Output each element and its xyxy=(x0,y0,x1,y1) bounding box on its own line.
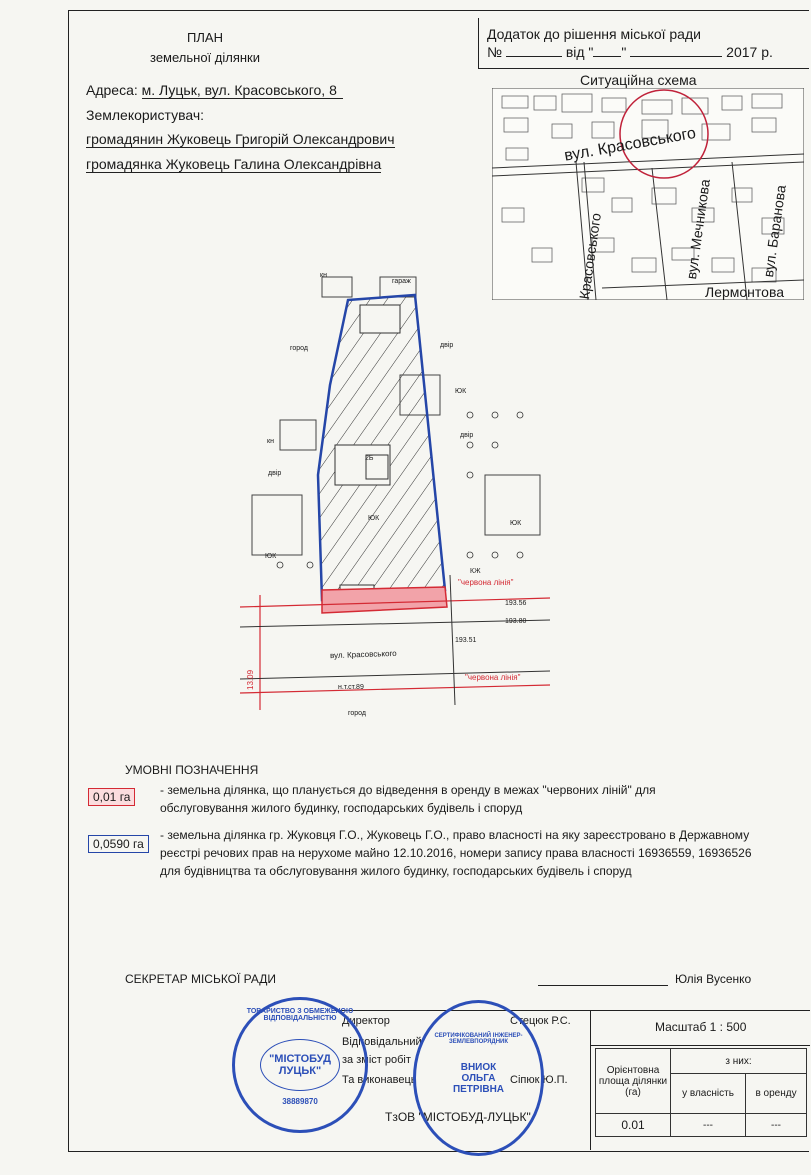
legend-redline-text: - земельна ділянка, що планується до відведення в оренду в межах "червоних ліній" для обслуговування жилого будинку, господарських будівель і споруд xyxy=(160,783,656,815)
addendum-year: 2017 р. xyxy=(726,44,773,60)
address-line xyxy=(86,82,343,99)
plan-label-street: вул. Красовського xyxy=(329,648,397,661)
addendum-title: Додаток до рішення міської ради xyxy=(487,26,701,42)
company-stamp-center: "МІСТОБУД ЛУЦЬК" xyxy=(260,1039,340,1091)
plan-label-garden-left: город xyxy=(290,345,309,352)
site-plan-drawing xyxy=(240,265,560,725)
company-stamp-code: 38889870 xyxy=(282,1097,318,1106)
director-name: Стецюк Р.С. xyxy=(510,1015,571,1027)
executor-name: Сіпюк Ю.П. xyxy=(510,1074,568,1086)
engineer-stamp-top-text: СЕРТИФІКОВАНИЙ ІНЖЕНЕР-ЗЕМЛЕВПОРЯДНИК xyxy=(434,1033,523,1045)
plan-label-redline-2: "червона лінія" xyxy=(465,673,521,682)
plan-label-ik2: ЮК xyxy=(368,515,380,522)
plan-label-ik4: ЮК xyxy=(510,520,522,527)
plan-label-ik: ЮК xyxy=(455,388,467,395)
addendum-quote: " xyxy=(621,44,627,60)
plan-label-kn: кн xyxy=(320,272,327,279)
engineer-stamp xyxy=(413,1000,544,1156)
plan-label-yard1: двір xyxy=(440,342,454,349)
plan-label-kj: КЖ xyxy=(470,568,481,575)
address-label: Адреса: xyxy=(86,82,138,98)
director-label: Директор xyxy=(342,1015,390,1027)
plan-label-193-80: 193.80 xyxy=(505,618,527,625)
legend-parcel-text: - земельна ділянка гр. Жуковця Г.О., Жуковець Г.О., право власності на яку зареєстровано в Державному реєстрі речових прав на нерухоме майно 12.10.2016, номери запису права власності 16936559, 16936526 для будівництва та обслуговування жилого будинку, господарських будівель і споруд xyxy=(160,828,752,878)
plan-label-ik3: ЮК xyxy=(265,553,277,560)
user-name-1: громадянин Жуковець Григорій Олександрович xyxy=(86,131,395,147)
user-line-1 xyxy=(86,131,395,148)
of-them-header: з них: xyxy=(671,1049,807,1074)
legend-parcel-box: 0,0590 га xyxy=(88,835,149,853)
company-stamp xyxy=(232,997,368,1133)
footer-mid-rule xyxy=(590,1045,810,1046)
scale-label: Масштаб 1 : 500 xyxy=(655,1020,747,1034)
plan-label-nt: н.т.ст.89 xyxy=(338,684,364,691)
legend-title: УМОВНІ ПОЗНАЧЕННЯ xyxy=(125,763,259,777)
plan-subtitle: земельної ділянки xyxy=(150,50,260,65)
responsible-label-1: Відповідальний xyxy=(342,1036,422,1048)
addendum-no-blank xyxy=(506,56,562,57)
secretary-signature-line xyxy=(538,985,668,986)
user-line-2 xyxy=(86,156,381,173)
map-street-lermontova: Лермонтова xyxy=(705,284,785,300)
owned-value: --- xyxy=(671,1114,746,1137)
plan-label-kn2: кн xyxy=(267,438,274,445)
plan-label-2b: 2Б xyxy=(365,455,374,462)
user-name-2: громадянка Жуковець Галина Олександрівна xyxy=(86,156,382,172)
company-stamp-outer-text: ТОВАРИСТВО З ОБМЕЖЕНОЮ ВІДПОВІДАЛЬНІСТЮ xyxy=(246,1008,354,1022)
plan-label-garage: гараж xyxy=(392,278,411,285)
plan-label-yard-right: двір xyxy=(460,432,474,439)
map-street-mechnikova: вул. Мечникова xyxy=(683,178,713,281)
addendum-from-label: від " xyxy=(565,44,594,60)
map-street-krasovskoho: вул. Красовського xyxy=(563,124,698,165)
footer-vertical-rule xyxy=(590,1010,591,1150)
plan-title: ПЛАН xyxy=(187,30,223,45)
plan-label-yard-left: двір xyxy=(268,470,282,477)
plan-label-193-51: 193.51 xyxy=(455,637,477,644)
plan-label-193-56: 193.56 xyxy=(505,600,527,607)
addendum-number-line xyxy=(487,44,773,60)
secretary-name: Юлія Вусенко xyxy=(675,972,752,986)
addendum-no-label: № xyxy=(487,44,503,60)
plan-label-redline-1: "червона лінія" xyxy=(458,578,514,587)
leased-header: в оренду xyxy=(746,1074,807,1114)
secretary-label: СЕКРЕТАР МІСЬКОЇ РАДИ xyxy=(125,972,277,986)
plan-label-dimension: 13.09 xyxy=(246,669,255,690)
leased-value: --- xyxy=(746,1114,807,1137)
company-name: ТзОВ "МІСТОБУД-ЛУЦЬК" xyxy=(385,1110,531,1124)
addendum-day-blank xyxy=(593,56,621,57)
footer-top-rule xyxy=(335,1010,810,1011)
area-header: Орієнтовна площа ділянки (га) xyxy=(596,1049,671,1114)
situation-title: Ситуаційна схема xyxy=(580,72,697,88)
area-table xyxy=(595,1048,807,1137)
responsible-label-2: за зміст робіт xyxy=(342,1054,411,1066)
engineer-stamp-center: ВНИОК ОЛЬГА ПЕТРІВНА xyxy=(452,1061,505,1095)
user-label: Землекористувач: xyxy=(86,107,205,123)
legend-redline-box: 0,01 га xyxy=(88,788,135,806)
executor-label: Та виконавець xyxy=(342,1074,417,1086)
address-value: м. Луцьк, вул. Красовського, 8 xyxy=(142,82,343,99)
addendum-month-blank xyxy=(630,56,722,57)
map-street-baranova: вул. Баранова xyxy=(760,183,789,279)
owned-header: у власність xyxy=(671,1074,746,1114)
plan-label-garden-bottom: город xyxy=(348,710,367,717)
map-street-krasovskoho-vertical: Красовського xyxy=(576,211,604,301)
area-value: 0.01 xyxy=(596,1114,671,1137)
